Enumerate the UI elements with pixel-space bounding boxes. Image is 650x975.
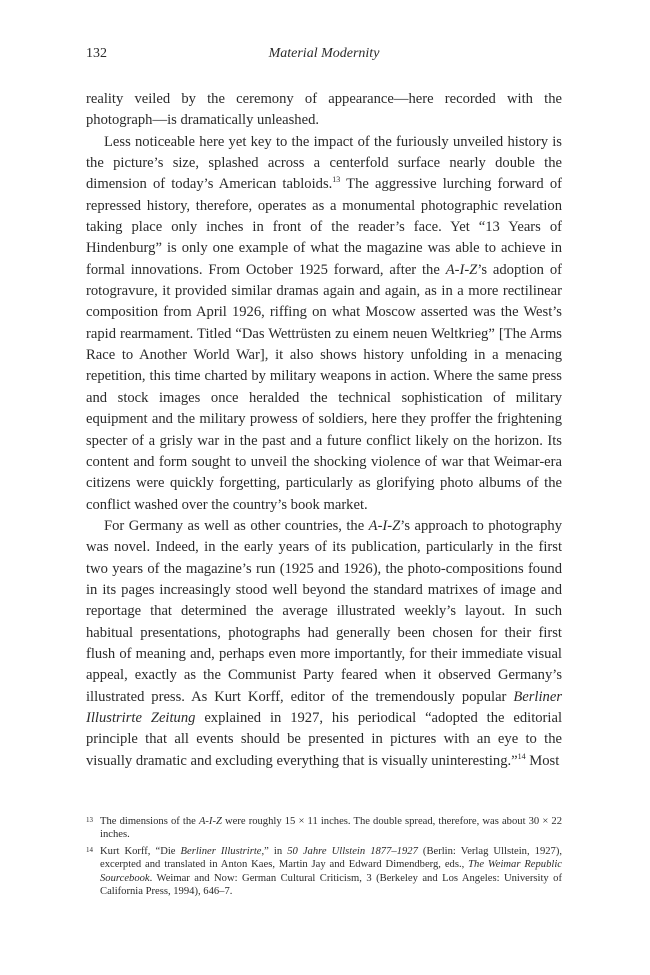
italic-text: The Weimar Republic Sourcebook xyxy=(100,859,562,884)
text-run: ’s adoption of rotogravure, it provided similar dramas again and again, as in a more rectilinear composition from April 1926, riffing on what Moscow asserted was the West’s rapid rearmament. Titled “Das Wettrüsten zu einem neuen Weltkrieg” [The Arms Race to Another World War], it also shows history unfolding in a menacing repetition, this time charted by military weapons in action. Where the same press and stock images once heralded the technical sophistication of military equipment and the military prowess of soldiers, here they proffer the frightening specter of a grisly war in the past and a future conflict likely on the horizon. Its content and form sought to unveil the shocking violence of war that Weimar-era citizens were quickly forgetting, particularly as glorifying photo albums of the conflict washed over the country’s book market. xyxy=(86,261,562,513)
text-run: were roughly 15 × 11 inches. The double spread, therefore, was about 30 × 22 inches. xyxy=(100,816,562,841)
footnote-number: 13 xyxy=(86,816,93,824)
text-run: Most xyxy=(525,752,560,769)
footnotes xyxy=(86,815,562,901)
text-run: explained in 1927, his periodical “adopted the editorial principle that all events should be presented in pictures with an eye to the visually dramatic and excluding everything that is visually uninteresting.” xyxy=(86,709,562,769)
paragraph xyxy=(86,516,562,772)
text-run: (Berlin: Verlag Ullstein, 1927), excerpted and translated in Anton Kaes, Martin Jay and Edward Dimendberg, eds., xyxy=(100,845,563,871)
text-run: The dimensions of the xyxy=(100,816,199,827)
text-run: For Germany as well as other countries, the xyxy=(104,517,369,534)
italic-text: A-I-Z xyxy=(198,816,222,827)
page-number: 132 xyxy=(86,46,107,61)
italic-text: Berliner Illustrirte xyxy=(180,845,262,857)
text-run: ’s approach to photography was novel. Indeed, in the early years of its publication, particularly in the first two years of the magazine’s run (1925 and 1926), the photo-compositions found in its pages increasingly stood well beyond the standard matrixes of image and reportage that determined the average illustrated weekly’s layout. In such habitual presentations, photographs had generally been chosen for their first flush of meaning and, perhaps even more importantly, for their immediate visual appeal, exactly as the Communist Party feared when it observed Germany’s illustrated press. As Kurt Korff, editor of the tremendously popular xyxy=(86,517,562,705)
italic-text: 50 Jahre Ullstein 1877–1927 xyxy=(287,845,418,857)
text-run: Less noticeable here yet key to the impact of the furiously unveiled history is the picture’s size, splashed across a centerfold surface nearly double the dimension of today’s American tabloids. xyxy=(86,133,562,193)
text-run: ,” in xyxy=(261,845,288,857)
footnote xyxy=(86,815,562,842)
running-header xyxy=(86,46,562,66)
text-run: reality veiled by the ceremony of appearance—here recorded with the photograph—is dramatically unleashed. xyxy=(86,91,562,129)
body-text xyxy=(86,89,562,772)
text-run: The aggressive lurching forward of repressed history, therefore, operates as a monumental photographic revelation taking place only inches in front of the reader’s face. Yet “13 Years of Hindenburg” is only one example of what the magazine was able to achieve in formal innovations. From October 1925 forward, after the xyxy=(86,176,562,278)
footnote-reference: 14 xyxy=(517,751,526,761)
footnote-number: 14 xyxy=(86,845,93,854)
text-run: Kurt Korff, “Die xyxy=(100,845,181,857)
running-title: Material Modernity xyxy=(268,46,380,61)
text-run: . Weimar and Now: German Cultural Criticism, 3 (Berkeley and Los Angeles: University of California Press, 1994), 646–7. xyxy=(100,872,562,898)
italic-text: A-I-Z xyxy=(368,517,401,534)
paragraph xyxy=(86,89,562,132)
footnote xyxy=(86,845,562,899)
paragraph xyxy=(86,132,562,516)
italic-text: A-I-Z xyxy=(445,261,478,278)
footnote-reference: 13 xyxy=(332,175,341,185)
italic-text: Berliner Illustrirte Zeitung xyxy=(86,688,562,726)
